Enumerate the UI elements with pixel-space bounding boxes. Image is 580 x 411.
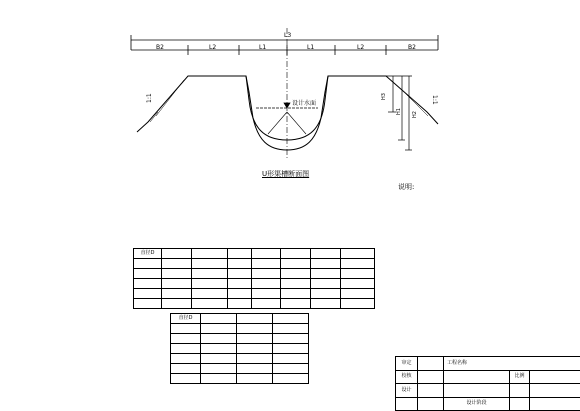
table-cell <box>201 374 237 384</box>
table-cell <box>252 269 281 279</box>
table-cell <box>171 334 201 344</box>
table-cell <box>252 259 281 269</box>
table-cell <box>201 354 237 364</box>
water-level-label: 设计水面 <box>292 100 317 107</box>
table-cell <box>281 299 311 309</box>
column-header <box>281 249 311 259</box>
table-cell <box>134 289 162 299</box>
table-cell <box>341 279 375 289</box>
table-cell <box>228 299 252 309</box>
drawn-label <box>444 384 510 398</box>
table-row <box>134 299 375 309</box>
design-signature <box>418 384 444 398</box>
table-row <box>171 374 309 384</box>
table-row <box>134 279 375 289</box>
table-cell <box>171 374 201 384</box>
table-cell <box>311 269 341 279</box>
unit-cell <box>171 324 201 334</box>
column-header <box>228 249 252 259</box>
project-name-label: 工程名称 <box>444 357 580 371</box>
dim-label-segment: L2 <box>209 44 217 51</box>
slope-label-right: 1:1 <box>431 95 438 105</box>
table-row <box>134 259 375 269</box>
table-cell <box>341 299 375 309</box>
table-cell <box>134 299 162 309</box>
table-cell <box>228 279 252 289</box>
drawing-title <box>444 370 510 384</box>
table-cell <box>201 364 237 374</box>
table-cell <box>192 269 228 279</box>
table-cell <box>162 289 192 299</box>
table-cell <box>134 259 162 269</box>
drawing-caption: U形渠槽断面图 <box>262 170 310 178</box>
table-units-row <box>171 324 309 334</box>
table-cell <box>134 279 162 289</box>
earth-hatching <box>150 80 428 122</box>
unit-cell <box>237 324 273 334</box>
blank-cell <box>418 397 444 411</box>
table-cell <box>281 259 311 269</box>
table-cell <box>341 289 375 299</box>
table-cell <box>192 259 228 269</box>
column-header: 直径D <box>134 249 162 259</box>
table-cell <box>273 374 309 384</box>
phase-label: 设计阶段 <box>444 397 510 411</box>
table-header-row <box>171 314 309 324</box>
dim-label-h3: H3 <box>381 93 387 100</box>
dim-label-h2: H2 <box>412 111 418 118</box>
column-header <box>273 314 309 324</box>
table-cell <box>311 279 341 289</box>
slope-label-left: 1:1 <box>146 93 153 103</box>
table-cell <box>237 364 273 374</box>
dim-label-segment: L1 <box>307 44 315 51</box>
drawing-number <box>530 397 580 411</box>
table-cell <box>311 299 341 309</box>
table-cell <box>252 289 281 299</box>
design-parameter-table <box>133 248 375 309</box>
unit-cell <box>201 324 237 334</box>
table-cell <box>252 279 281 289</box>
table-cell <box>281 279 311 289</box>
table-cell <box>311 259 341 269</box>
dimension-labels <box>146 32 438 118</box>
date-label <box>510 384 530 398</box>
table-cell <box>228 289 252 299</box>
table-row <box>171 364 309 374</box>
table-cell <box>237 334 273 344</box>
table-cell <box>237 374 273 384</box>
check-label: 校核 <box>396 370 418 384</box>
table-row <box>171 334 309 344</box>
notes-block <box>398 181 576 194</box>
table-header-row <box>134 249 375 259</box>
table-row <box>134 289 375 299</box>
table-cell <box>273 334 309 344</box>
table-cell <box>162 299 192 309</box>
column-header <box>341 249 375 259</box>
column-header: 直径D <box>171 314 201 324</box>
dim-label-segment: B2 <box>408 44 416 51</box>
table-cell <box>201 344 237 354</box>
table-row <box>134 269 375 279</box>
table-cell <box>281 269 311 279</box>
table-cell <box>273 344 309 354</box>
table-cell <box>134 269 162 279</box>
title-block <box>395 356 580 411</box>
table-cell <box>192 299 228 309</box>
check-signature <box>418 370 444 384</box>
blank-cell <box>510 397 530 411</box>
table-cell <box>311 289 341 299</box>
column-header <box>311 249 341 259</box>
design-label: 设计 <box>396 384 418 398</box>
unit-cell <box>273 324 309 334</box>
column-header <box>237 314 273 324</box>
dim-label-overall: L3 <box>284 32 292 39</box>
table-cell <box>171 344 201 354</box>
scale-label: 比例 <box>510 370 530 384</box>
table-cell <box>162 279 192 289</box>
dim-label-h1: H1 <box>396 108 402 115</box>
table-cell <box>252 299 281 309</box>
table-cell <box>237 344 273 354</box>
notes-title: 说明: <box>398 183 415 191</box>
table-cell <box>162 259 192 269</box>
table-cell <box>171 364 201 374</box>
table-row <box>171 344 309 354</box>
review-label: 审定 <box>396 357 418 371</box>
column-header <box>192 249 228 259</box>
scale-value <box>530 370 580 384</box>
table-cell <box>237 354 273 364</box>
blank-cell <box>396 397 418 411</box>
table-cell <box>228 269 252 279</box>
dim-label-segment: B2 <box>156 44 164 51</box>
table-cell <box>341 269 375 279</box>
column-header <box>162 249 192 259</box>
table-cell <box>192 289 228 299</box>
dim-label-segment: L1 <box>259 44 267 51</box>
date-value <box>530 384 580 398</box>
table-cell <box>162 269 192 279</box>
table-row <box>171 354 309 364</box>
table-cell <box>171 354 201 364</box>
table-cell <box>228 259 252 269</box>
quantity-table <box>170 313 309 384</box>
dim-label-segment: L2 <box>357 44 365 51</box>
table-cell <box>281 289 311 299</box>
table-cell <box>201 334 237 344</box>
review-signature <box>418 357 444 371</box>
table-cell <box>273 354 309 364</box>
table-cell <box>192 279 228 289</box>
column-header <box>201 314 237 324</box>
table-cell <box>273 364 309 374</box>
column-header <box>252 249 281 259</box>
table-cell <box>341 259 375 269</box>
